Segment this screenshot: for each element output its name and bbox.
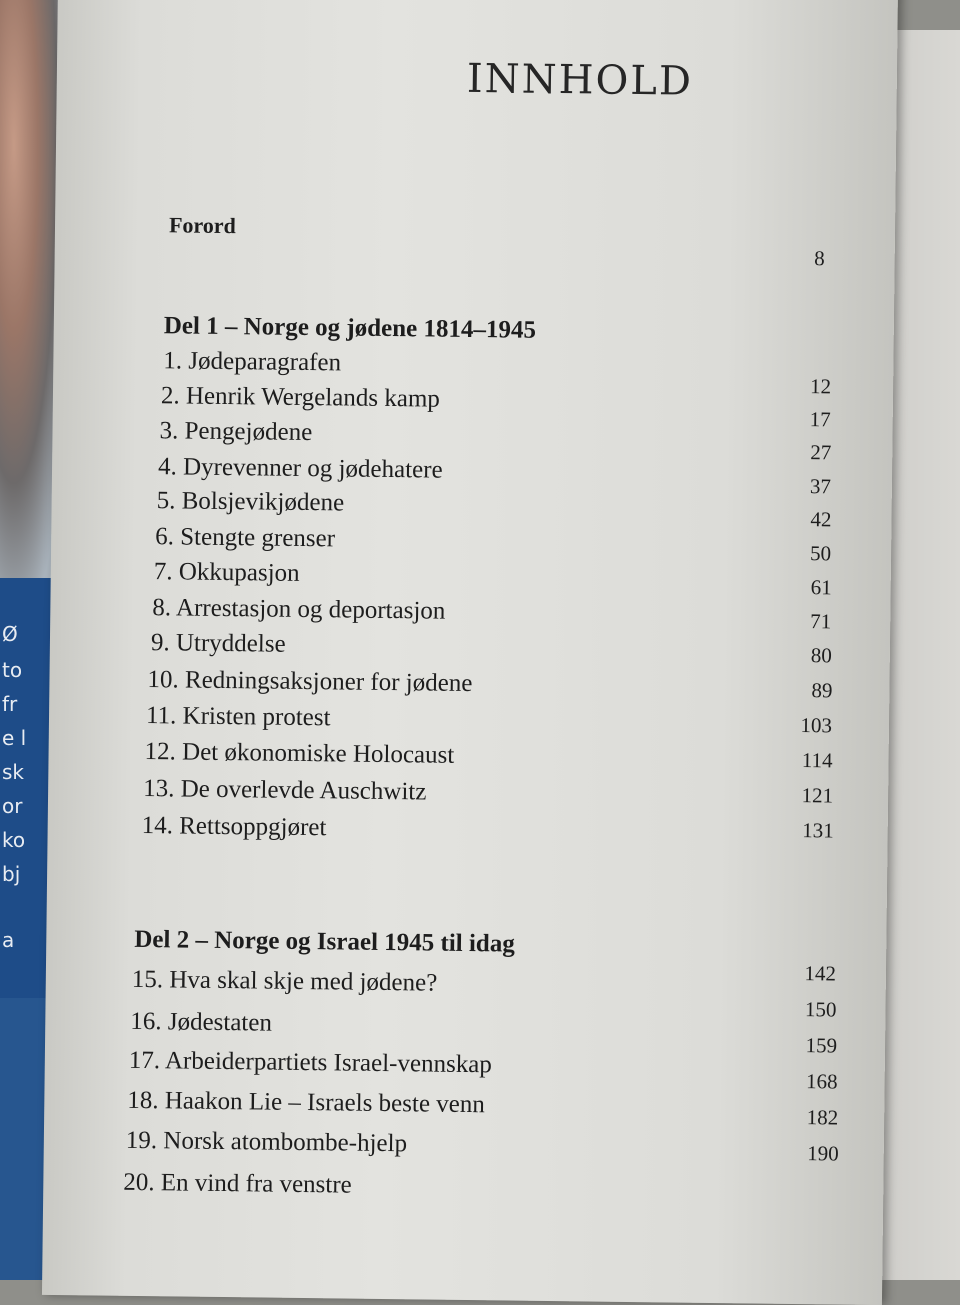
toc-entry: 20. En vind fra venstre <box>123 1168 352 1199</box>
toc-page-number: 61 <box>810 575 832 600</box>
spine-letters: ko <box>2 828 26 852</box>
toc-page-number: 150 <box>804 997 837 1022</box>
toc-entry: 4. Dyrevenner og jødehatere <box>157 453 443 484</box>
toc-page-number: 182 <box>806 1105 839 1130</box>
toc-entry: 19. Norsk atombombe-hjelp <box>125 1126 408 1158</box>
toc-page-number: 80 <box>810 643 832 668</box>
book-page <box>42 0 898 1305</box>
toc-page-number: 103 <box>800 713 833 738</box>
toc-entry: 11. Kristen protest <box>145 702 331 732</box>
toc-page-number: 42 <box>810 507 832 532</box>
toc-page-number: 71 <box>810 609 832 634</box>
toc-entry: 1. Jødeparagrafen <box>163 347 342 377</box>
toc-entry: 10. Redningsaksjoner for jødene <box>147 666 473 698</box>
toc-page-number: 131 <box>802 818 834 843</box>
toc-entry: 16. Jødestaten <box>130 1007 273 1037</box>
spine-letters: to <box>2 658 23 682</box>
toc-entry: 2. Henrik Wergelands kamp <box>160 382 441 413</box>
spine-letters: sk <box>2 760 25 784</box>
toc-entry: 5. Bolsjevikjødene <box>156 487 345 517</box>
spine-letters: a <box>2 928 15 952</box>
toc-page-number: 114 <box>801 748 833 773</box>
toc-entry: 9. Utryddelse <box>150 629 286 658</box>
toc-entry: 17. Arbeiderpartiets Israel-vennskap <box>128 1046 493 1079</box>
toc-page-number: 159 <box>805 1033 838 1058</box>
toc-page-number: 37 <box>809 474 832 499</box>
toc-entry: 3. Pengejødene <box>159 417 313 447</box>
toc-entry: 14. Rettsoppgjøret <box>141 812 327 842</box>
toc-entry: 7. Okkupasjon <box>153 558 300 587</box>
toc-entry: 12. Det økonomiske Holocaust <box>144 738 455 769</box>
spine-letters: e l <box>2 726 27 750</box>
toc-page-number: 190 <box>807 1141 839 1166</box>
spine-letters: fr <box>2 692 18 716</box>
toc-page-number: 12 <box>809 374 832 399</box>
foreword-label: Forord <box>168 212 237 239</box>
toc-page-number: 50 <box>809 541 832 566</box>
toc-entry: 13. De overlevde Auschwitz <box>142 775 427 806</box>
spine-letters: or <box>2 794 23 818</box>
toc-page-number: 142 <box>804 961 837 986</box>
toc-entry: 8. Arrestasjon og deportasjon <box>152 594 446 625</box>
toc-page-number: 168 <box>805 1069 838 1094</box>
toc-page-number: 27 <box>810 440 832 465</box>
toc-entry: 18. Haakon Lie – Israels beste venn <box>127 1086 486 1119</box>
toc-entry: 15. Hva skal skje med jødene? <box>131 965 438 997</box>
foreword-page-number: 8 <box>814 246 825 271</box>
toc-entry: 6. Stengte grenser <box>155 523 336 553</box>
spine-letters: Ø <box>2 622 18 646</box>
toc-page-number: 17 <box>809 407 831 432</box>
toc-page-number: 89 <box>811 678 833 703</box>
toc-page-number: 121 <box>801 783 834 808</box>
part-1-heading: Del 1 – Norge og jødene 1814–1945 <box>163 312 537 344</box>
page-title: INNHOLD <box>466 55 694 105</box>
spine-letters: bj <box>2 862 21 886</box>
part-2-heading: Del 2 – Norge og Israel 1945 til idag <box>134 925 515 958</box>
